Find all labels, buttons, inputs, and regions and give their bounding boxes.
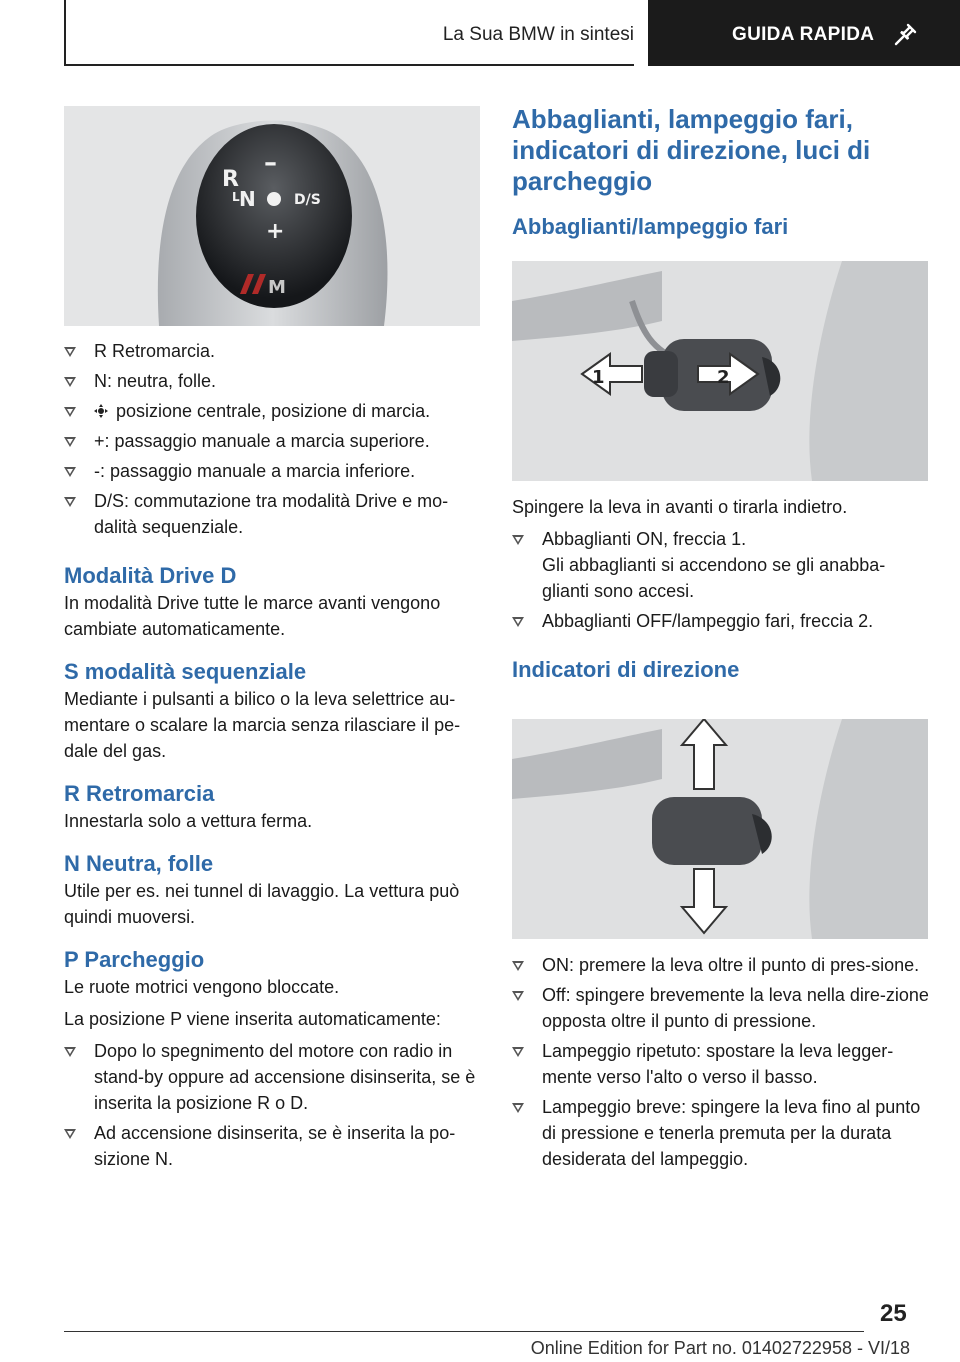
heading-reverse: R Retromarcia	[64, 781, 215, 806]
svg-text:–: –	[264, 148, 277, 178]
heading-turn-signals: Indicatori di direzione	[512, 657, 740, 682]
chapter-tab[interactable]	[648, 0, 960, 66]
pushpin-icon	[892, 22, 918, 48]
list-item: +: passaggio manuale a marcia superiore.	[64, 428, 484, 454]
park-text-auto: La posizione P viene inserita automaticamente:	[64, 1009, 441, 1029]
list-item: Ad accensione disinserita, se è inserita la po‐sizione N.	[64, 1120, 484, 1172]
svg-text:D/S: D/S	[294, 192, 321, 208]
list-item: posizione centrale, posizione di marcia.	[64, 398, 484, 424]
left-column	[64, 338, 484, 1176]
svg-text:R: R	[222, 167, 239, 192]
list-item: ON: premere la leva oltre il punto di pres‐sione.	[512, 952, 932, 978]
heading-sequential: S modalità sequenziale	[64, 659, 307, 684]
section-heading: Abbaglianti, lampeggio fari, indicatori di direzione, luci di parcheggio	[512, 104, 871, 196]
chapter-title: GUIDA RAPIDA	[732, 24, 875, 45]
right-column-mid	[512, 494, 932, 684]
header-rule	[64, 64, 634, 66]
svg-text:N: N	[239, 187, 256, 211]
footer-rule	[64, 1331, 864, 1332]
turn-signal-lever-image	[512, 719, 928, 939]
reverse-text: Innestarla solo a vettura ferma.	[64, 811, 313, 831]
bullet-icon	[512, 535, 524, 545]
bullet-icon	[512, 991, 524, 1001]
heading-high-beam: Abbaglianti/lampeggio fari	[512, 214, 789, 239]
heading-neutral: N Neutra, folle	[64, 851, 214, 876]
svg-text:L: L	[232, 190, 240, 204]
list-item: Lampeggio ripetuto: spostare la leva legger‐mente verso l'alto o verso il basso.	[512, 1038, 932, 1090]
list-item: D/S: commutazione tra modalità Drive e mo‐dalità sequenziale.	[64, 488, 484, 540]
heading-drive: Modalità Drive D	[64, 563, 237, 588]
center-position-icon	[94, 399, 108, 413]
bullet-icon	[512, 617, 524, 627]
list-item: -: passaggio manuale a marcia inferiore.	[64, 458, 484, 484]
section-title: La Sua BMW in sintesi	[442, 24, 634, 45]
bullet-icon	[512, 961, 524, 971]
page-number: 25	[880, 1300, 907, 1327]
bullet-icon	[64, 407, 76, 417]
high-beam-text: Spingere la leva in avanti o tirarla indietro.	[512, 497, 848, 517]
heading-park: P Parcheggio	[64, 947, 205, 972]
svg-text:M: M	[268, 277, 286, 298]
gear-selector-knob-image	[64, 106, 480, 326]
svg-text:+: +	[266, 219, 285, 244]
bullet-icon	[512, 1047, 524, 1057]
neutral-text: Utile per es. nei tunnel di lavaggio. La vettura può quindi muoversi.	[64, 881, 460, 927]
list-item: Abbaglianti OFF/lampeggio fari, freccia 2.	[512, 608, 932, 634]
bullet-icon	[64, 497, 76, 507]
bullet-icon	[64, 437, 76, 447]
list-item: Off: spingere brevemente la leva nella dire‐zione opposta oltre il punto di pressione.	[512, 982, 932, 1034]
bullet-icon	[64, 467, 76, 477]
edition-note: Online Edition for Part no. 01402722958 - VI/18	[530, 1338, 910, 1358]
park-text: Le ruote motrici vengono bloccate.	[64, 977, 340, 997]
drive-text: In modalità Drive tutte le marce avanti vengono cambiate automaticamente.	[64, 593, 441, 639]
bullet-icon	[64, 377, 76, 387]
arrow-label-2: 2	[717, 367, 730, 388]
sequential-text: Mediante i pulsanti a bilico o la leva selettrice au‐mentare o scalare la marcia senza rilasciare il pe‐dale del gas.	[64, 689, 461, 761]
bullet-icon	[64, 1047, 76, 1057]
high-beam-list	[512, 526, 932, 634]
list-item: Abbaglianti ON, freccia 1. Gli abbaglianti si accendono se gli anabba‐glianti sono accesi.	[512, 526, 932, 604]
right-column	[512, 104, 932, 241]
arrow-label-1: 1	[592, 367, 605, 388]
list-item: R Retromarcia.	[64, 338, 484, 364]
bullet-icon	[512, 1103, 524, 1113]
header-rule-vertical	[64, 0, 66, 66]
turn-signal-list	[512, 952, 932, 1176]
shift-positions-list	[64, 338, 484, 540]
bullet-icon	[64, 1129, 76, 1139]
park-list	[64, 1038, 484, 1172]
list-item: N: neutra, folle.	[64, 368, 484, 394]
list-item: Lampeggio breve: spingere la leva fino al punto di pressione e tenerla premuta per la durata desiderata del lampeggio.	[512, 1094, 932, 1172]
bullet-icon	[64, 347, 76, 357]
list-item: Dopo lo spegnimento del motore con radio in stand-by oppure ad accensione disinserita, se è inserita la posizione R o D.	[64, 1038, 484, 1116]
high-beam-lever-image	[512, 261, 928, 481]
